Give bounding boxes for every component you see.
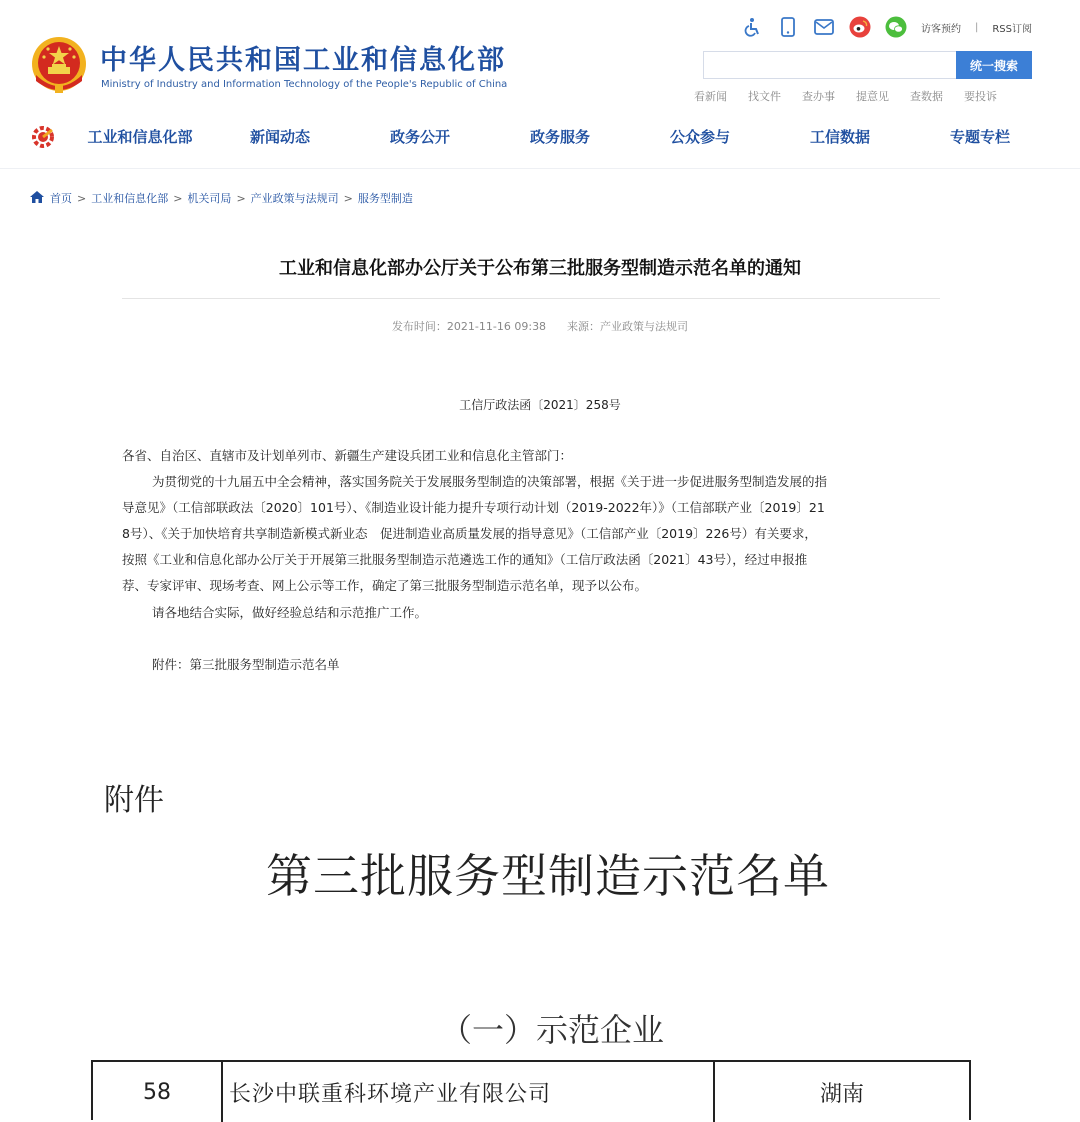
nav-item-public-participation[interactable]: 公众参与 — [669, 128, 730, 146]
weibo-icon[interactable] — [849, 16, 871, 38]
paragraph-line: 为贯彻党的十九届五中全会精神，落实国务院关于发展服务型制造的决策部署，根据《关于进一步促进服务型制造发展的指 — [152, 474, 828, 489]
mobile-icon[interactable] — [777, 16, 799, 38]
article-meta: 发布时间：2021-11-16 09:38 来源：产业政策与法规司 — [391, 320, 689, 333]
breadcrumb-separator: > — [343, 191, 353, 205]
home-icon[interactable] — [30, 191, 44, 206]
closing-paragraph: 请各地结合实际，做好经验总结和示范推广工作。 — [152, 605, 428, 620]
unified-search-button[interactable]: 统一搜索 — [956, 51, 1032, 79]
breadcrumb — [30, 190, 413, 206]
document-number: 工信厅政法函〔2021〕258号 — [459, 398, 621, 412]
quick-link-feedback[interactable]: 提意见 — [856, 90, 889, 103]
breadcrumb-home[interactable]: 首页 — [50, 192, 72, 205]
nav-item-news[interactable]: 新闻动态 — [249, 128, 310, 146]
annex-label: 附件 — [104, 783, 164, 818]
breadcrumb-separator: > — [236, 191, 246, 205]
province: 湖南 — [819, 1081, 864, 1107]
nav-item-gov-affairs[interactable]: 政务公开 — [389, 128, 450, 146]
mail-icon[interactable] — [813, 16, 835, 38]
demo-list-table — [91, 1060, 971, 1120]
nav-item-data[interactable]: 工信数据 — [809, 128, 870, 146]
paragraph-line: 8号）、《关于加快培育共享制造新模式新业态 促进制造业高质量发展的指导意见》（工信部产业〔2019〕226号）有关要求， — [122, 526, 817, 541]
site-subtitle: Ministry of Industry and Information Technology of the People's Republic of China — [101, 79, 508, 90]
paragraph-line: 导意见》（工信部联政法〔2020〕101号）、《制造业设计能力提升专项行动计划（2019-2022年）》（工信部联产业〔2019〕21 — [122, 500, 825, 515]
section-heading: （一）示范企业 — [440, 1011, 665, 1049]
nav-divider — [0, 168, 1080, 169]
quick-links — [694, 88, 997, 104]
breadcrumb-separator: > — [77, 191, 87, 205]
attachment-link[interactable]: 附件：第三批服务型制造示范名单 — [152, 657, 340, 672]
row-number: 58 — [93, 1062, 223, 1122]
quick-link-data[interactable]: 查数据 — [910, 90, 943, 103]
visitor-booking-link[interactable]: 访客预约 — [920, 23, 961, 35]
paragraph-line: 按照《工业和信息化部办公厅关于开展第三批服务型制造示范遴选工作的通知》（工信厅政法函〔2021〕43号），经过申报推 — [122, 552, 808, 567]
wechat-icon[interactable] — [885, 16, 907, 38]
quick-link-news[interactable]: 看新闻 — [694, 90, 727, 103]
title-divider — [122, 298, 940, 299]
article-title: 工业和信息化部办公厅关于公布第三批服务型制造示范名单的通知 — [279, 258, 801, 279]
gear-logo-icon[interactable] — [30, 124, 56, 150]
annex-title: 第三批服务型制造示范名单 — [266, 849, 830, 903]
site-title: 中华人民共和国工业和信息化部 — [100, 45, 506, 76]
quick-link-services[interactable]: 查办事 — [802, 90, 835, 103]
site-search — [703, 51, 1032, 79]
breadcrumb-separator: > — [173, 191, 183, 205]
quick-link-documents[interactable]: 找文件 — [748, 90, 781, 103]
nav-item-gov-services[interactable]: 政务服务 — [529, 128, 590, 146]
main-paragraph — [122, 469, 942, 599]
breadcrumb-miit[interactable]: 工业和信息化部 — [91, 192, 169, 205]
breadcrumb-departments[interactable]: 机关司局 — [187, 192, 232, 205]
breadcrumb-policy-dept[interactable]: 产业政策与法规司 — [250, 192, 339, 205]
accessibility-icon[interactable] — [741, 16, 763, 38]
national-emblem-logo[interactable] — [30, 35, 88, 95]
top-utility-bar — [741, 14, 1032, 40]
nav-item-topics[interactable]: 专题专栏 — [949, 128, 1010, 146]
salutation: 各省、自治区、直辖市及计划单列市、新疆生产建设兵团工业和信息化主管部门： — [122, 448, 573, 463]
breadcrumb-service-manufacturing[interactable]: 服务型制造 — [357, 192, 413, 205]
top-separator: | — [974, 21, 979, 33]
paragraph-line: 荐、专家评审、现场考查、网上公示等工作，确定了第三批服务型制造示范名单，现予以公布。 — [122, 578, 648, 593]
table-row — [93, 1062, 969, 1122]
nav-item-miit[interactable]: 工业和信息化部 — [87, 128, 193, 146]
search-input[interactable] — [703, 51, 956, 79]
quick-link-complaint[interactable]: 要投诉 — [964, 90, 997, 103]
rss-link[interactable]: RSS订阅 — [992, 23, 1032, 35]
main-nav — [70, 120, 1050, 154]
company-name: 长沙中联重科环境产业有限公司 — [223, 1062, 715, 1122]
